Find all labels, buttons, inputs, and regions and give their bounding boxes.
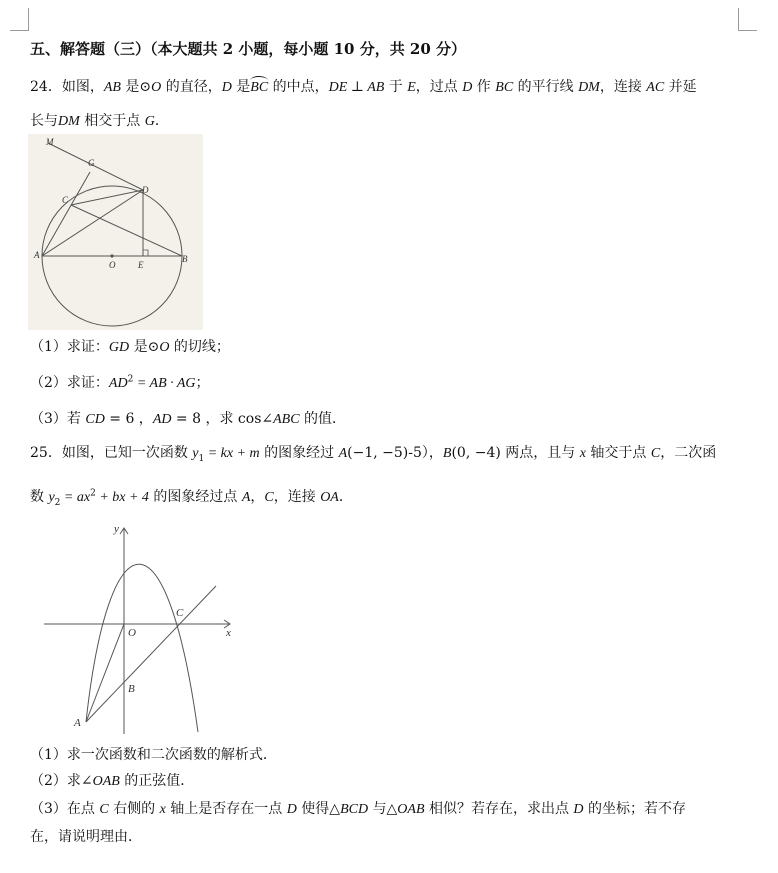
math: A (241, 490, 251, 505)
math: A (338, 446, 348, 461)
math: = AB · AG (133, 376, 196, 391)
math: AD (108, 376, 128, 391)
text: = 6 ， (104, 411, 153, 427)
q24-part1 (30, 336, 230, 356)
label-o: O (128, 627, 136, 639)
math: DM (58, 114, 80, 129)
text: 的值． (299, 411, 347, 427)
math: BC (495, 80, 514, 95)
q25-part1: （1）求一次函数和二次函数的解析式． (30, 747, 277, 763)
math: C (99, 802, 109, 817)
math: = kx + m (204, 446, 260, 461)
subscript: 2 (54, 497, 61, 508)
q25-part3 (30, 798, 686, 818)
center-dot (110, 254, 113, 257)
text: 数 (30, 489, 49, 505)
q24-number: 24． (30, 79, 62, 95)
text: = 8 ，求 cos∠ (171, 411, 274, 427)
label-b: B (128, 683, 135, 695)
text: 于 (384, 79, 408, 95)
text: 的平行线 (513, 79, 579, 95)
text: 并延 (664, 79, 697, 95)
math: D (462, 80, 473, 95)
math: y (48, 490, 55, 505)
line-y1 (86, 586, 216, 722)
math: GD (108, 340, 130, 355)
math: OA (320, 490, 339, 505)
subscript: 1 (198, 453, 205, 464)
text: ， (428, 445, 443, 461)
label-m: M (46, 137, 54, 147)
label-d: D (142, 185, 149, 195)
text: 使得△ (296, 801, 341, 817)
math: DE ⊥ AB (328, 80, 385, 95)
math: + bx + 4 (95, 490, 149, 505)
math: ABC (273, 412, 300, 427)
q25-function-graph (38, 520, 244, 736)
math: C (264, 490, 274, 505)
text: 是 (231, 79, 251, 95)
q25-part3-line2: 在，请说明理由． (30, 829, 142, 845)
text: ． (154, 113, 169, 129)
math: (0, −4) (451, 445, 501, 461)
math: AD (152, 412, 172, 427)
q25-stem-line1 (30, 442, 716, 464)
text: （3）若 (30, 411, 86, 427)
text: 的切线； (169, 339, 230, 355)
math: C (650, 446, 661, 461)
q24-part3 (30, 408, 346, 428)
math: AB (103, 80, 121, 95)
text: 长与 (30, 113, 58, 129)
text: 是⊙ (120, 79, 152, 95)
parabola-y2 (86, 564, 198, 732)
math: BCD (340, 802, 369, 817)
segment-oa (86, 624, 124, 722)
math: y (192, 446, 199, 461)
text: 的中点， (268, 79, 329, 95)
text: 的正弦值． (119, 773, 195, 789)
math: D (286, 802, 297, 817)
text: （3）在点 (30, 801, 100, 817)
text: ，连接 (273, 489, 321, 505)
text: 与△ (368, 801, 398, 817)
math: O (159, 340, 170, 355)
page-corner-mark-right (738, 8, 757, 31)
text: ． (338, 489, 353, 505)
label-a: A (74, 717, 81, 729)
math: O (151, 80, 162, 95)
label-o: O (109, 260, 116, 270)
arc-bc: BC (250, 80, 269, 95)
text: 如图， (61, 79, 104, 95)
label-e: E (138, 260, 144, 270)
text: 右侧的 (108, 801, 160, 817)
q25-number: 25． (30, 445, 62, 461)
label-x: x (226, 627, 231, 639)
superscript: 2 (90, 488, 96, 499)
text: 相交于点 (79, 113, 145, 129)
text: 如图，已知一次函数 (61, 445, 193, 461)
text: 两点，且与 (500, 445, 580, 461)
text: 轴交于点 (585, 445, 651, 461)
text: 相似？若存在，求出点 (424, 801, 574, 817)
text: 是⊙ (129, 339, 160, 355)
text: ， (250, 489, 265, 505)
math: D (573, 802, 584, 817)
text: 的图象经过点 (148, 489, 242, 505)
q25-stem-line2 (30, 486, 353, 508)
text: -5） (408, 445, 429, 461)
q24-stem-line2 (30, 110, 169, 130)
math: D (221, 80, 232, 95)
text: 的图象经过 (259, 445, 339, 461)
section-heading: 五、解答题（三）（本大题共 2 小题，每小题 10 分，共 20 分） (30, 40, 467, 58)
label-b: B (182, 254, 188, 264)
superscript: 2 (127, 374, 134, 385)
math: CD (85, 412, 105, 427)
q24-circle-figure (28, 134, 203, 330)
label-g: G (88, 158, 95, 168)
math: G (144, 114, 155, 129)
math: (−1, −5) (347, 445, 409, 461)
math: OAB (92, 774, 120, 789)
text: ； (195, 375, 210, 391)
q25-part2 (30, 770, 194, 790)
label-c: C (62, 195, 69, 205)
math: E (407, 80, 416, 95)
label-y: y (114, 523, 119, 535)
text: 轴上是否存在一点 (165, 801, 287, 817)
math: DM (578, 80, 600, 95)
text: （1）求证： (30, 339, 109, 355)
text: ，连接 (599, 79, 647, 95)
q24-stem-line1 (30, 76, 697, 96)
text: ，二次函 (660, 445, 717, 461)
text: （2）求证： (30, 375, 109, 391)
math: OAB (397, 802, 425, 817)
label-a: A (34, 250, 40, 260)
math: AC (646, 80, 665, 95)
text: 的直径， (161, 79, 222, 95)
text: （2）求∠ (30, 773, 93, 789)
page-corner-mark-left (10, 8, 29, 31)
math: = ax (60, 490, 91, 505)
text: 的坐标；若不存 (583, 801, 686, 817)
label-c: C (176, 607, 184, 619)
text: ，过点 (415, 79, 463, 95)
math: x (159, 802, 166, 817)
math: x (579, 446, 586, 461)
text: 作 (472, 79, 496, 95)
q24-part2 (30, 372, 210, 392)
figure-background (28, 134, 203, 330)
math: B (442, 446, 452, 461)
